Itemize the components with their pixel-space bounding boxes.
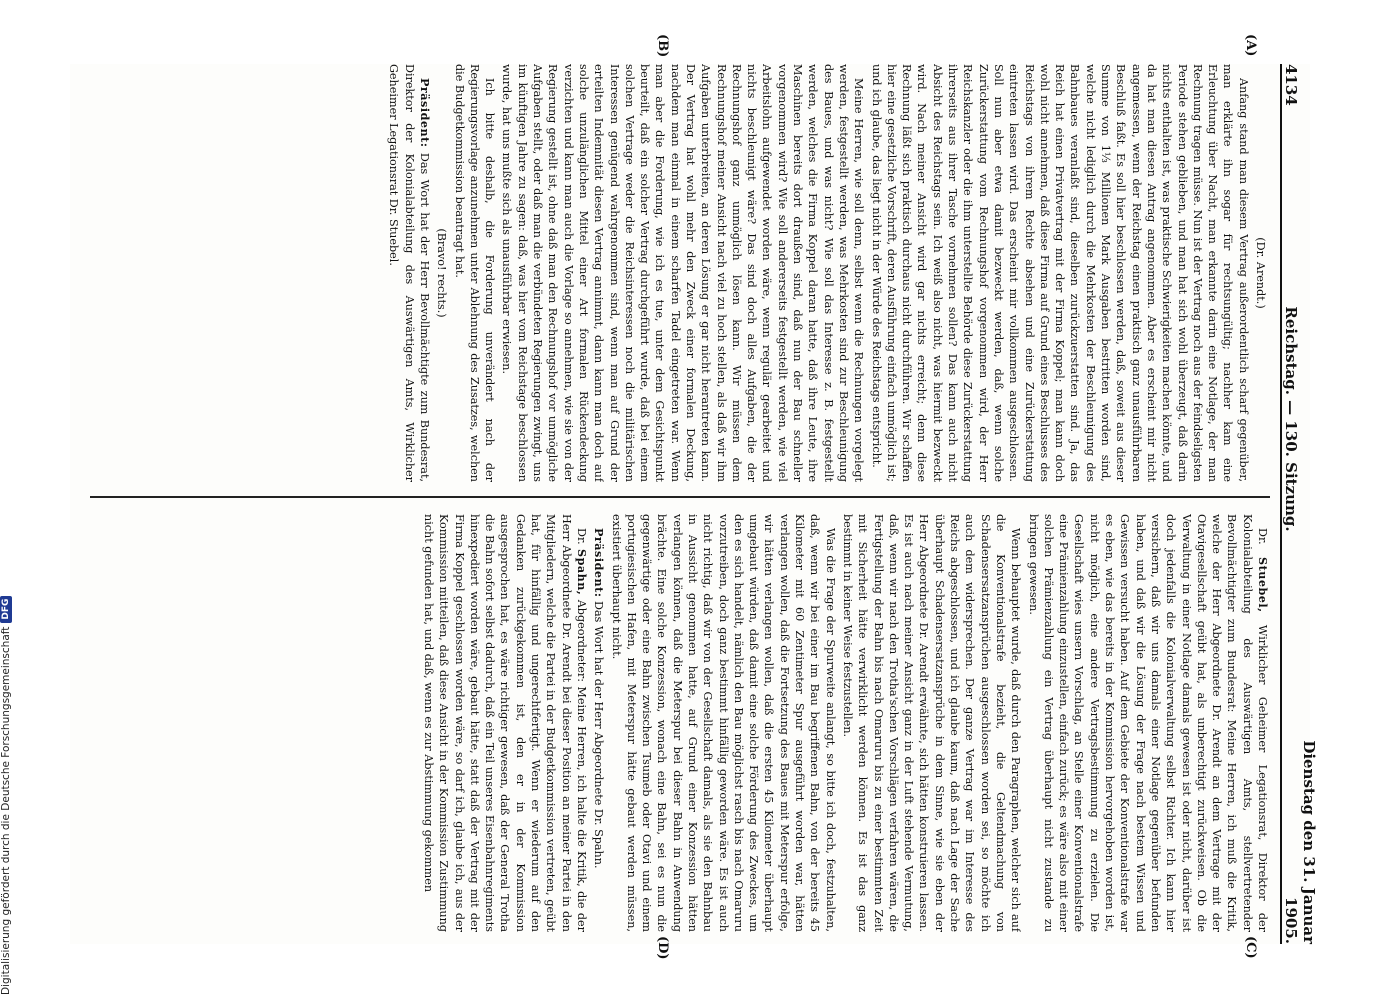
session-title: Reichstag. — 130. Sitzung. bbox=[1282, 306, 1300, 532]
speaker-name: Spahn, bbox=[574, 549, 589, 596]
digitization-credit bbox=[0, 596, 12, 995]
speech-stuebel bbox=[1025, 514, 1270, 932]
president-label: Präsident: bbox=[592, 528, 607, 598]
credit-text: Digitalisierung gefördert durch die Deutsche Forschungsgemeinschaft bbox=[0, 626, 12, 995]
applause-note: (Bravo! rechts.) bbox=[435, 228, 449, 318]
speech-spahn bbox=[421, 514, 589, 932]
president-remark bbox=[591, 514, 606, 932]
dfg-logo: DFG bbox=[0, 596, 12, 623]
margin-marker-a: (A) bbox=[1243, 34, 1258, 57]
paragraph: Ich bitte deshalb, die Forderung unverändert nach der Regierungsvorlage anzunehmen unter Ablehnung des Zusatzes, welchen die Budgetkommission beantragt hat. bbox=[452, 64, 497, 482]
speaker-prefix: Dr. bbox=[574, 528, 588, 545]
speech-text: Wirklicher Geheimer Legationsrat, Direktor der Kolonialabteilung des Auswärtigen Amts, stellvertretender Bevollmächtigter zum Bundesrat: Meine Herren, ich muß die Kritik, welche der Herr Abgeordnete Dr. Arendt an dem Vertrage mit der Otavigesellschaft geübt hat, als unberechtigt zurückweisen. Ob die Verwaltung in einer Notlage damals gewesen ist oder nicht, darüber ist doch jedenfalls die Kolonialverwaltung selbst Richter. Ich kann hier versichern, daß wir uns damals einer Notlage gegenüber befunden haben, und daß wir die Lösung der Frage nach bestem Wissen und Gewissen versucht haben. Auf dem Gebiete der Konventionalstrafe war es eben, wie das bereits in der Kommission hervorgehoben worden ist, nicht möglich, eine andere Vertragsbestimmung zu erzielen. Die Gesellschaft wies unsern Vorschlag, an Stelle einer Konventionalstrafe eine Prämienzahlung einzustellen, einfach zurück; es wäre also mit einer solchen Prämienzahlung ein Vertrag überhaupt nicht zustande zu bringen gewesen. bbox=[1026, 514, 1269, 932]
president-remark bbox=[386, 64, 432, 482]
session-date: Dienstag den 31. Januar 1905. bbox=[1282, 740, 1318, 944]
president-text: Das Wort hat der Herr Bevollmächtigte zum Bundesrat, Direktor der Kolonialabteilung des Auswärtigen Amts, Wirklicher Geheimer Legationsrat Dr. Stuebel. bbox=[387, 64, 431, 482]
speaker-name: Stuebel, bbox=[1256, 556, 1270, 613]
paragraph: Wenn behauptet wurde, daß durch den Paragraphen, welcher sich auf die Konventionalstrafe bezieht, die Geltendmachung von Schadensersatzansprüchen ausgeschlossen worden sei, so möchte ich auch dem widersprechen. Der ganze Vertrag war im Interesse des Reichs abgeschlossen, und ich glaube kaum, daß nach Lage der Sache überhaupt Schadensersatzansprüche in dem Sinne, wie sie eben der Herr Abgeordnete Dr. Arendt erwähnte, sich hätten konstruieren lassen. Es ist auch nach meiner Ansicht ganz in der Luft stehende Vermutung, daß, wenn wir nach den Trotha'schen Vorschlägen verfahren wären, die Fertigstellung der Bahn bis nach Omaruru bis zu einer bestimmten Zeit mit Sicherheit hätte verwirklicht werden können. Es ist das ganz bestimmt in keiner Weise festzustellen. bbox=[840, 514, 1023, 932]
page-number: 4134 bbox=[1282, 64, 1300, 106]
president-text: Das Wort hat der Herr Abgeordnete Dr. Spahn. bbox=[592, 601, 606, 869]
paragraph: Was die Frage der Spurweite anlangt, so bitte ich doch, festzuhalten, daß, wenn wir bei einer im Bau begriffenen Bahn, von der bereits 45 Kilometer mit 60 Zentimeter Spur ausgeführt worden war, hätten verlangen wollen, daß die Fortsetzung des Baues mit Meterspur erfolge, wir hätten verlangen wollen, daß die ersten 45 Kilometer überhaupt umgebaut würden, daß damit eine solche Förderung des Zweckes, um den es sich handelt, nämlich den Bau möglichst rasch bis nach Omaruru vorzutreiben, doch ganz bestimmt hinfällig geworden wäre. Es ist auch nicht richtig, daß wir von der Gesellschaft damals, als sie den Bahnbau in Aussicht genommen hatte, auf Grund einer Konzession hätten verlangen können, daß die Meterspur bei dieser Bahn in Anwendung brächte. Eine solche Konzession, wonach eine Bahn, sei es nun die gegenwärtige oder eine Bahn zwischen Tsumeb oder Otavi und einem portugiesischen Hafen, mit Meterspur hätte gebaut werden müssen, existiert überhaupt nicht. bbox=[609, 514, 837, 932]
paragraph: Anfang stand man diesem Vertrag außerordentlich scharf gegenüber, man erklärte ihn sogar für rechtsungültig; nachher kam eine Erleuchtung über Nacht, man erkannte darin eine Notlage, der man Rechnung tragen müsse. Nun ist der Vertrag noch aus der feindseligsten Periode stehen geblieben, und man hat sich wohl überzeugt, daß darin nichts enthalten ist, was praktische Schwierigkeiten machen könnte, und da hat man diesen Antrag angenommen. Aber es erscheint mir nicht angemessen, wenn der Reichstag einen praktisch ganz unausführbaren Beschluß faßt. Es soll hier beschlossen werden, daß, soweit aus dieser Summe von 1⅓ Millionen Mark Ausgaben bestritten worden sind, welche nicht lediglich durch die Mehrkosten der Beschleunigung des Bahnbaues veranlaßt sind, dieselben zurückzuerstatten sind. Ja, das Reich hat einen Privatvertrag mit der Firma Koppel; man kann doch wohl nicht annehmen, daß diese Firma auf Grund eines Beschlusses des Reichstags von ihrem Rechte absehen und eine Zurückerstattung eintreten lassen wird. Das erscheint mir vollkommen ausgeschlossen. Soll nun aber etwa damit bezweckt werden, daß, wenn solche Zurückerstattung vom Rechnungshof vorgenommen wird, der Herr Reichskanzler oder die ihm unterstellte Behörde diese Zurückerstattung ihrerseits aus ihrer Tasche vornehmen sollen? Das kann auch nicht Absicht des Reichstags sein. Ich weiß also nicht, was hiermit bezweckt wird. Nach meiner Ansicht wird gar nichts erreicht; denn diese Rechnung läßt sich praktisch durchaus nicht durchführen. Wir schaffen hier eine gesetzliche Vorschrift, deren Ausführung einfach unmöglich ist; und ich glaube, das liegt nicht in der Würde des Reichstags entspricht. bbox=[869, 64, 1250, 482]
margin-marker-d: (D) bbox=[655, 936, 670, 960]
speaker-continuation: (Dr. Arendt.) bbox=[1254, 237, 1267, 309]
paragraph: Meine Herren, wie soll denn, selbst wenn die Rechnungen vorgelegt werden, festgestellt werden, was Mehrkosten sind zur Beschleunigung des Baues, und was nicht? Wie soll das Interesse z. B. festgestellt werden, welches die Firma Koppel daran hatte, daß ihre Leute, ihre Maschinen bereits dort draußen sind, daß nun der Bau schneller vorgenommen wird? Wie soll andererseits festgestellt werden, wie viel Arbeitslohn aufgewendet worden wäre, wenn regulär gearbeitet und nichts beschleunigt wäre? Das sind doch alles Aufgaben, die der Rechnungshof ganz unmöglich lösen kann. Wir müssen dem Rechnungshof meiner Ansicht nach viel zu hoch stellen, als daß wir ihm Aufgaben unterbreiten, an deren Lösung er gar nicht herantreten kann. Der Vertrag hat wohl mehr den Zweck einer formalen Deckung, nachdem man einmal in einem scharfen Tadel eingetreten war. Wenn man aber die Forderung, wie ich es tue, unter dem Gesichtspunkt beurteilt, daß ein solcher Vertrag durchgeführt wurde, daß bei einem solchen Vertrage weder die Reichsinteressen noch die militärischen Interessen genügend wahrgenommen sind, wenn man auf Grund der erteilten Indemnität diesen Vertrag annimmt, dann kann man doch auf solche unzulänglichen Mittel einer Art formalen Rückendeckung verzichten und kann man auch die Vorlage so annehmen, wie sie von der Regierung gestellt ist, ohne daß man den Rechnungshof vor unmögliche Aufgaben stellt, oder daß man die verbündeten Regierungen zwingt, uns im künftigen Jahre zu sagen: daß, was hier vom Reichstage beschlossen wurde, hat uns mußte sich als unausführbar erwiesen. bbox=[500, 64, 866, 482]
margin-marker-c: (C) bbox=[1243, 936, 1258, 959]
left-column bbox=[80, 64, 1270, 482]
president-label: Präsident: bbox=[417, 78, 432, 148]
speech-text: Abgeordneter: Meine Herren, ich halte die Kritik, die der Herr Abgeordnete Dr. Arendt bei dieser Position an meiner Partei in den Mitgliedern, welche die Partei in der Budgetkommission vertreten, geübt hat, für hinfällig und ungerechtfertigt. Wenn er wiederum auf den Gedanken zurückgekommen ist, den er in der Kommission ausgesprochen hat, es wäre richtiger gewesen, daß der General Trotha die Bahn sofort selbst dadurch, daß ein Teil unseres Eisenbahnregiments hinexpediert worden wäre, gebaut hätte, statt daß der Vertrag mit der Firma Koppel geschlossen worden wäre, so darf ich, glaube ich, aus der Kommission mitteilen, daß diese Ansicht in der Kommission Zustimmung nicht gefunden hat, und daß, wenn es zur Abstimmung gekommen bbox=[421, 514, 588, 932]
page-header bbox=[1280, 64, 1318, 944]
right-column bbox=[80, 514, 1270, 932]
margin-marker-b: (B) bbox=[655, 34, 670, 58]
speaker-prefix: Dr. bbox=[1256, 528, 1269, 545]
column-divider bbox=[90, 496, 1270, 498]
document-page bbox=[70, 34, 1318, 960]
